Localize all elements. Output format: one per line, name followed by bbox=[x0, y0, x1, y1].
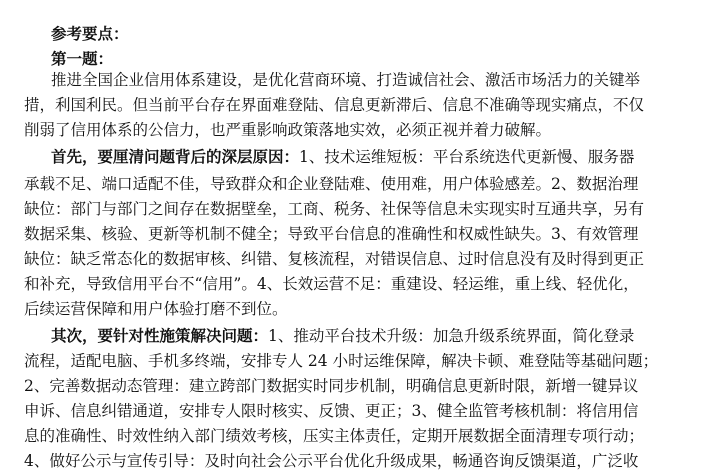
question-one-heading: 第一题： bbox=[51, 50, 114, 68]
paragraph-line bbox=[0, 349, 725, 373]
paragraph-line bbox=[0, 118, 725, 142]
paragraph-line bbox=[0, 374, 725, 398]
paragraph-text: 缺位：部门与部门之间存在数据壁垒，工商、税务、社保等信息未实现实时互通共享，另有 bbox=[24, 200, 645, 218]
paragraph-line bbox=[0, 324, 725, 348]
paragraph-line bbox=[0, 93, 725, 117]
paragraph-line bbox=[0, 172, 725, 196]
paragraph-text: 推进全国企业信用体系建设，是优化营商环境、打造诚信社会、激活市场活力的关键举 bbox=[51, 71, 641, 89]
paragraph-line bbox=[0, 68, 725, 92]
paragraph-text: 4、做好公示与宣传引导：及时向社会公示平台优化升级成果，畅通咨询反馈渠道，广泛收 bbox=[24, 452, 639, 470]
paragraph-line bbox=[0, 222, 725, 246]
paragraph-text: 申诉、信息纠错通道，安排专人限时核实、反馈、更正；3、健全监管考核机制：将信用信 bbox=[24, 402, 639, 420]
first-point-lead: 首先，要厘清问题背后的深层原因： bbox=[51, 148, 300, 166]
paragraph-line bbox=[0, 297, 725, 321]
paragraph-line bbox=[0, 449, 725, 473]
paragraph-text: 2、完善数据动态管理：建立跨部门数据实时同步机制，明确信息更新时限，新增一键异议 bbox=[24, 377, 639, 395]
paragraph-text: 数据采集、核验、更新等机制不健全；导致平台信息的准确性和权威性缺失。3、有效管理 bbox=[24, 225, 639, 243]
paragraph-line bbox=[0, 247, 725, 271]
reference-points-heading: 参考要点： bbox=[51, 25, 129, 43]
paragraph-line bbox=[0, 145, 725, 169]
paragraph-line bbox=[0, 399, 725, 423]
paragraph-line bbox=[0, 424, 725, 448]
paragraph-text: 措，利国利民。但当前平台存在界面难登陆、信息更新滞后、信息不准确等现实痛点，不仅 bbox=[24, 96, 645, 114]
paragraph-text: 削弱了信用体系的公信力，也严重影响政策落地实效，必须正视并着力破解。 bbox=[24, 121, 552, 139]
paragraph-line bbox=[0, 272, 725, 296]
paragraph-line bbox=[0, 197, 725, 221]
second-point-lead: 其次，要针对性施策解决问题： bbox=[51, 327, 269, 345]
paragraph-text: 1、技术运维短板：平台系统迭代更新慢、服务器 bbox=[299, 148, 635, 166]
paragraph-text: 流程，适配电脑、手机多终端，安排专人 24 小时运维保障，解决卡顿、难登陆等基础问题； bbox=[24, 352, 659, 370]
paragraph-text: 息的准确性、时效性纳入部门绩效考核，压实主体责任，定期开展数据全面清理专项行动； bbox=[24, 427, 645, 445]
paragraph-text: 后续运营保障和用户体验打磨不到位。 bbox=[24, 300, 288, 318]
paragraph-text: 缺位：缺乏常态化的数据审核、纠错、复核流程，对错误信息、过时信息没有及时得到更正 bbox=[24, 250, 645, 268]
paragraph-text: 1、推动平台技术升级：加急升级系统界面，简化登录 bbox=[268, 327, 635, 345]
paragraph-text: 承载不足、端口适配不佳，导致群众和企业登陆难、使用难，用户体验感差。2、数据治理 bbox=[24, 175, 639, 193]
paragraph-text: 和补充，导致信用平台不“信用”。4、长效运营不足：重建设、轻运维，重上线、轻优化， bbox=[24, 275, 639, 293]
